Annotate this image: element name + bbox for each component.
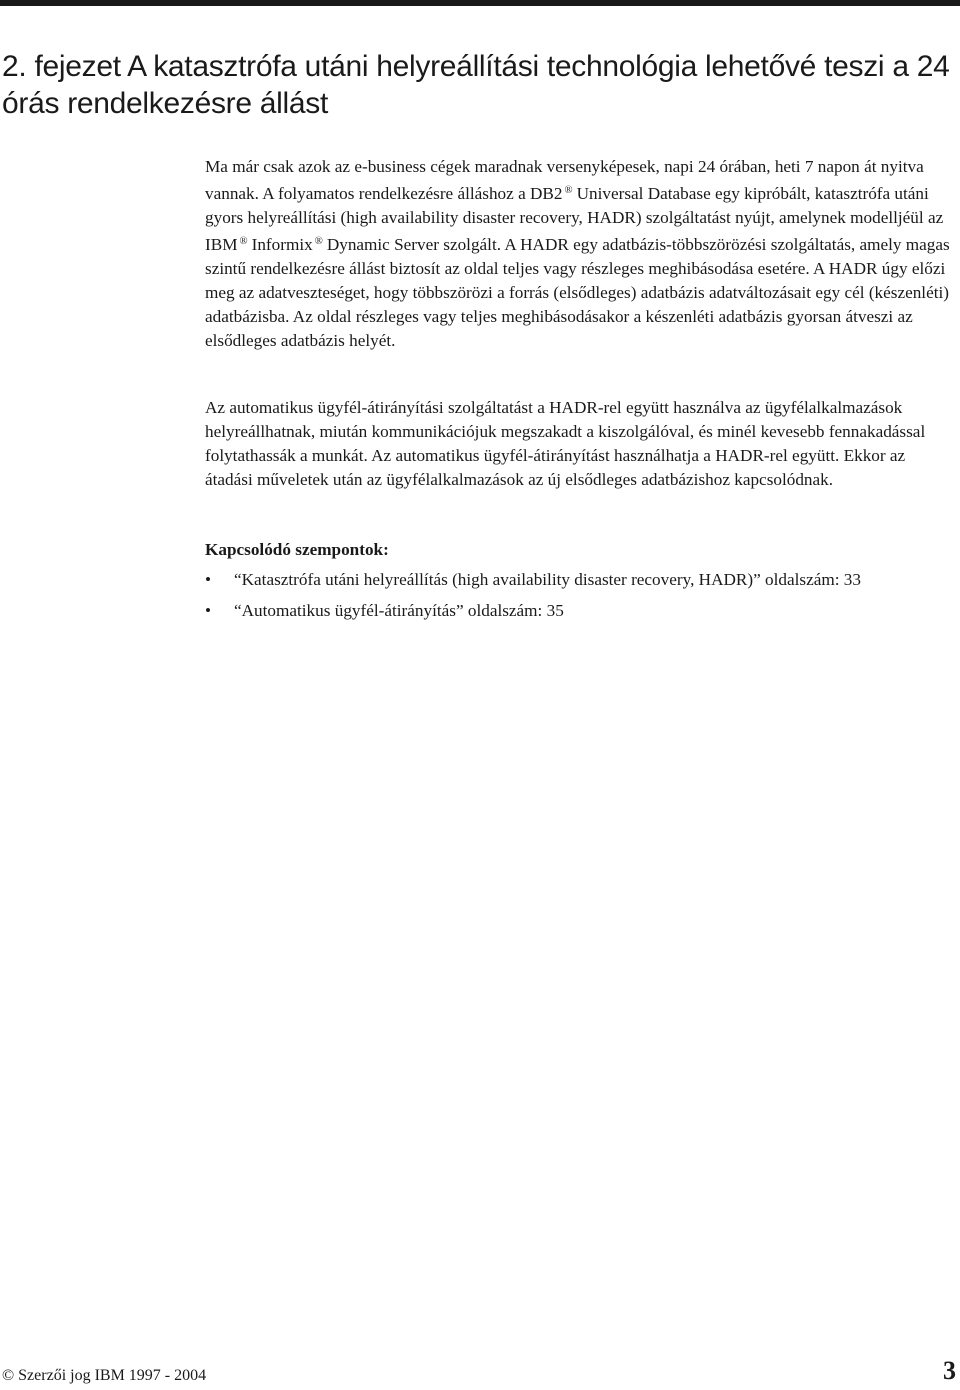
- intro-paragraph: [205, 155, 957, 353]
- intro-text-part-4: Dynamic Server szolgált. A HADR egy adatbázis-többszörözési szolgáltatás, amely magas szintű rendelkezésre állást biztosít az oldal teljes vagy részleges meghibásodása esetére. A HADR úgy előzi meg az adatveszteséget, hogy többszörözi a forrás (elsődleges) adatbázis adatváltozásait egy cél (készenléti) adatbázisba. Az oldal részleges vagy teljes meghibásodásakor a készenléti adatbázis gyorsan átveszi az elsődleges adatbázis helyét.: [205, 234, 950, 350]
- intro-text-part-3: Informix: [251, 234, 313, 254]
- intro-text-part-2: Universal Database egy kipróbált, katasztrófa utáni gyors helyreállítási (high availability disaster recovery, HADR) szolgáltatást nyújt, amelynek modelljéül az IBM: [205, 183, 944, 254]
- intro-text-part-1: Ma már csak azok az e-business cégek maradnak versenyképesek, napi 24 órában, heti 7 napon át nyitva vannak. A folyamatos rendelkezésre álláshoz a DB2: [205, 157, 924, 203]
- related-link-hadr[interactable]: “Katasztrófa utáni helyreállítás (high availability disaster recovery, HADR)” oldalszám: 33: [234, 570, 861, 589]
- chapter-title: 2. fejezet A katasztrófa utáni helyreállítási technológia lehetővé teszi a 24 órás rendelkezésre állást: [2, 50, 950, 120]
- bullet-icon: •: [205, 570, 212, 589]
- client-reroute-paragraph: Az automatikus ügyfél-átirányítási szolgáltatást a HADR-rel együtt használva az ügyfélalkalmazások helyreállhatnak, miután kommunikációjuk megszakadt a kiszolgálóval, és minél kevesebb fennakadással folytathassák a munkát. Az automatikus ügyfél-átirányítást használhatja a HADR-rel együtt. Ekkor az átadási műveletek után az ügyfélalkalmazások az új elsődleges adatbázishoz kapcsolódnak.: [205, 398, 926, 489]
- footer-copyright: © Szerzői jog IBM 1997 - 2004: [2, 1367, 207, 1384]
- list-item: [205, 599, 957, 623]
- related-links-list: [205, 568, 957, 630]
- related-link-client-reroute[interactable]: “Automatikus ügyfél-átirányítás” oldalszám: 35: [234, 601, 564, 620]
- list-item: [205, 568, 957, 592]
- registered-mark: ®: [314, 235, 323, 247]
- related-concepts-heading: Kapcsolódó szempontok:: [205, 540, 389, 559]
- top-rule: [0, 0, 960, 6]
- page-number: 3: [943, 1356, 956, 1385]
- registered-mark: ®: [564, 185, 573, 196]
- registered-mark: ®: [239, 235, 248, 247]
- bullet-icon: •: [205, 601, 212, 620]
